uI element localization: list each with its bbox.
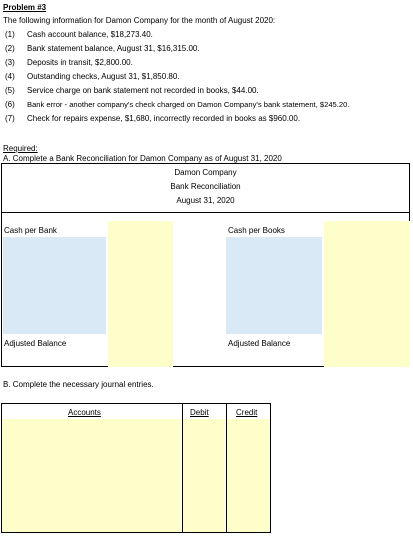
bank-amount-input[interactable] bbox=[108, 221, 173, 367]
item-text: Bank error - another company's check charged on Damon Company's bank statement, $245.20. bbox=[27, 100, 350, 109]
problem-intro: The following information for Damon Company for the month of August 2020: bbox=[3, 16, 276, 25]
problem-item bbox=[0, 114, 413, 124]
journal-credit-input[interactable] bbox=[227, 419, 270, 532]
recon-date: August 31, 2020 bbox=[176, 196, 235, 205]
item-text: Service charge on bank statement not recorded in books, $44.00. bbox=[27, 86, 259, 95]
credit-column-header: Credit bbox=[236, 408, 258, 417]
item-number: (4) bbox=[5, 72, 15, 81]
item-text: Cash account balance, $18,273.40. bbox=[27, 30, 153, 39]
problem-item bbox=[0, 100, 413, 110]
item-text: Check for repairs expense, $1,680, incorrectly recorded in books as $960.00. bbox=[27, 114, 301, 123]
item-number: (2) bbox=[5, 44, 15, 53]
accounts-column-header: Accounts bbox=[68, 408, 101, 417]
problem-item bbox=[0, 58, 413, 68]
adjusted-balance-bank-label: Adjusted Balance bbox=[4, 339, 67, 348]
item-text: Outstanding checks, August 31, $1,850.80. bbox=[27, 72, 180, 81]
problem-item bbox=[0, 44, 413, 54]
item-text: Bank statement balance, August 31, $16,315.00. bbox=[27, 44, 200, 53]
books-adjustments-input[interactable] bbox=[226, 237, 322, 334]
recon-header-divider bbox=[1, 212, 410, 213]
item-text: Deposits in transit, $2,800.00. bbox=[27, 58, 133, 67]
debit-column-header: Debit bbox=[190, 408, 209, 417]
adjusted-balance-books-label: Adjusted Balance bbox=[228, 339, 291, 348]
cash-per-bank-label: Cash per Bank bbox=[4, 226, 57, 235]
cash-per-books-label: Cash per Books bbox=[228, 226, 285, 235]
item-number: (1) bbox=[5, 30, 15, 39]
bank-adjustments-input[interactable] bbox=[3, 237, 106, 334]
part-a-instruction: A. Complete a Bank Reconciliation for Damon Company as of August 31, 2020 bbox=[3, 154, 282, 163]
recon-company-name: Damon Company bbox=[174, 168, 237, 177]
part-b-instruction: B. Complete the necessary journal entries. bbox=[3, 380, 154, 389]
books-amount-input[interactable] bbox=[324, 221, 410, 367]
item-number: (6) bbox=[5, 100, 15, 109]
problem-title: Problem #3 bbox=[3, 3, 47, 12]
problem-item bbox=[0, 72, 413, 82]
item-number: (5) bbox=[5, 86, 15, 95]
problem-item bbox=[0, 86, 413, 96]
journal-accounts-input[interactable] bbox=[2, 419, 181, 532]
required-heading: Required: bbox=[3, 144, 38, 153]
journal-debit-input[interactable] bbox=[183, 419, 225, 532]
recon-title: Bank Reconciliation bbox=[170, 182, 241, 191]
problem-item bbox=[0, 30, 413, 40]
item-number: (3) bbox=[5, 58, 15, 67]
item-number: (7) bbox=[5, 114, 15, 123]
